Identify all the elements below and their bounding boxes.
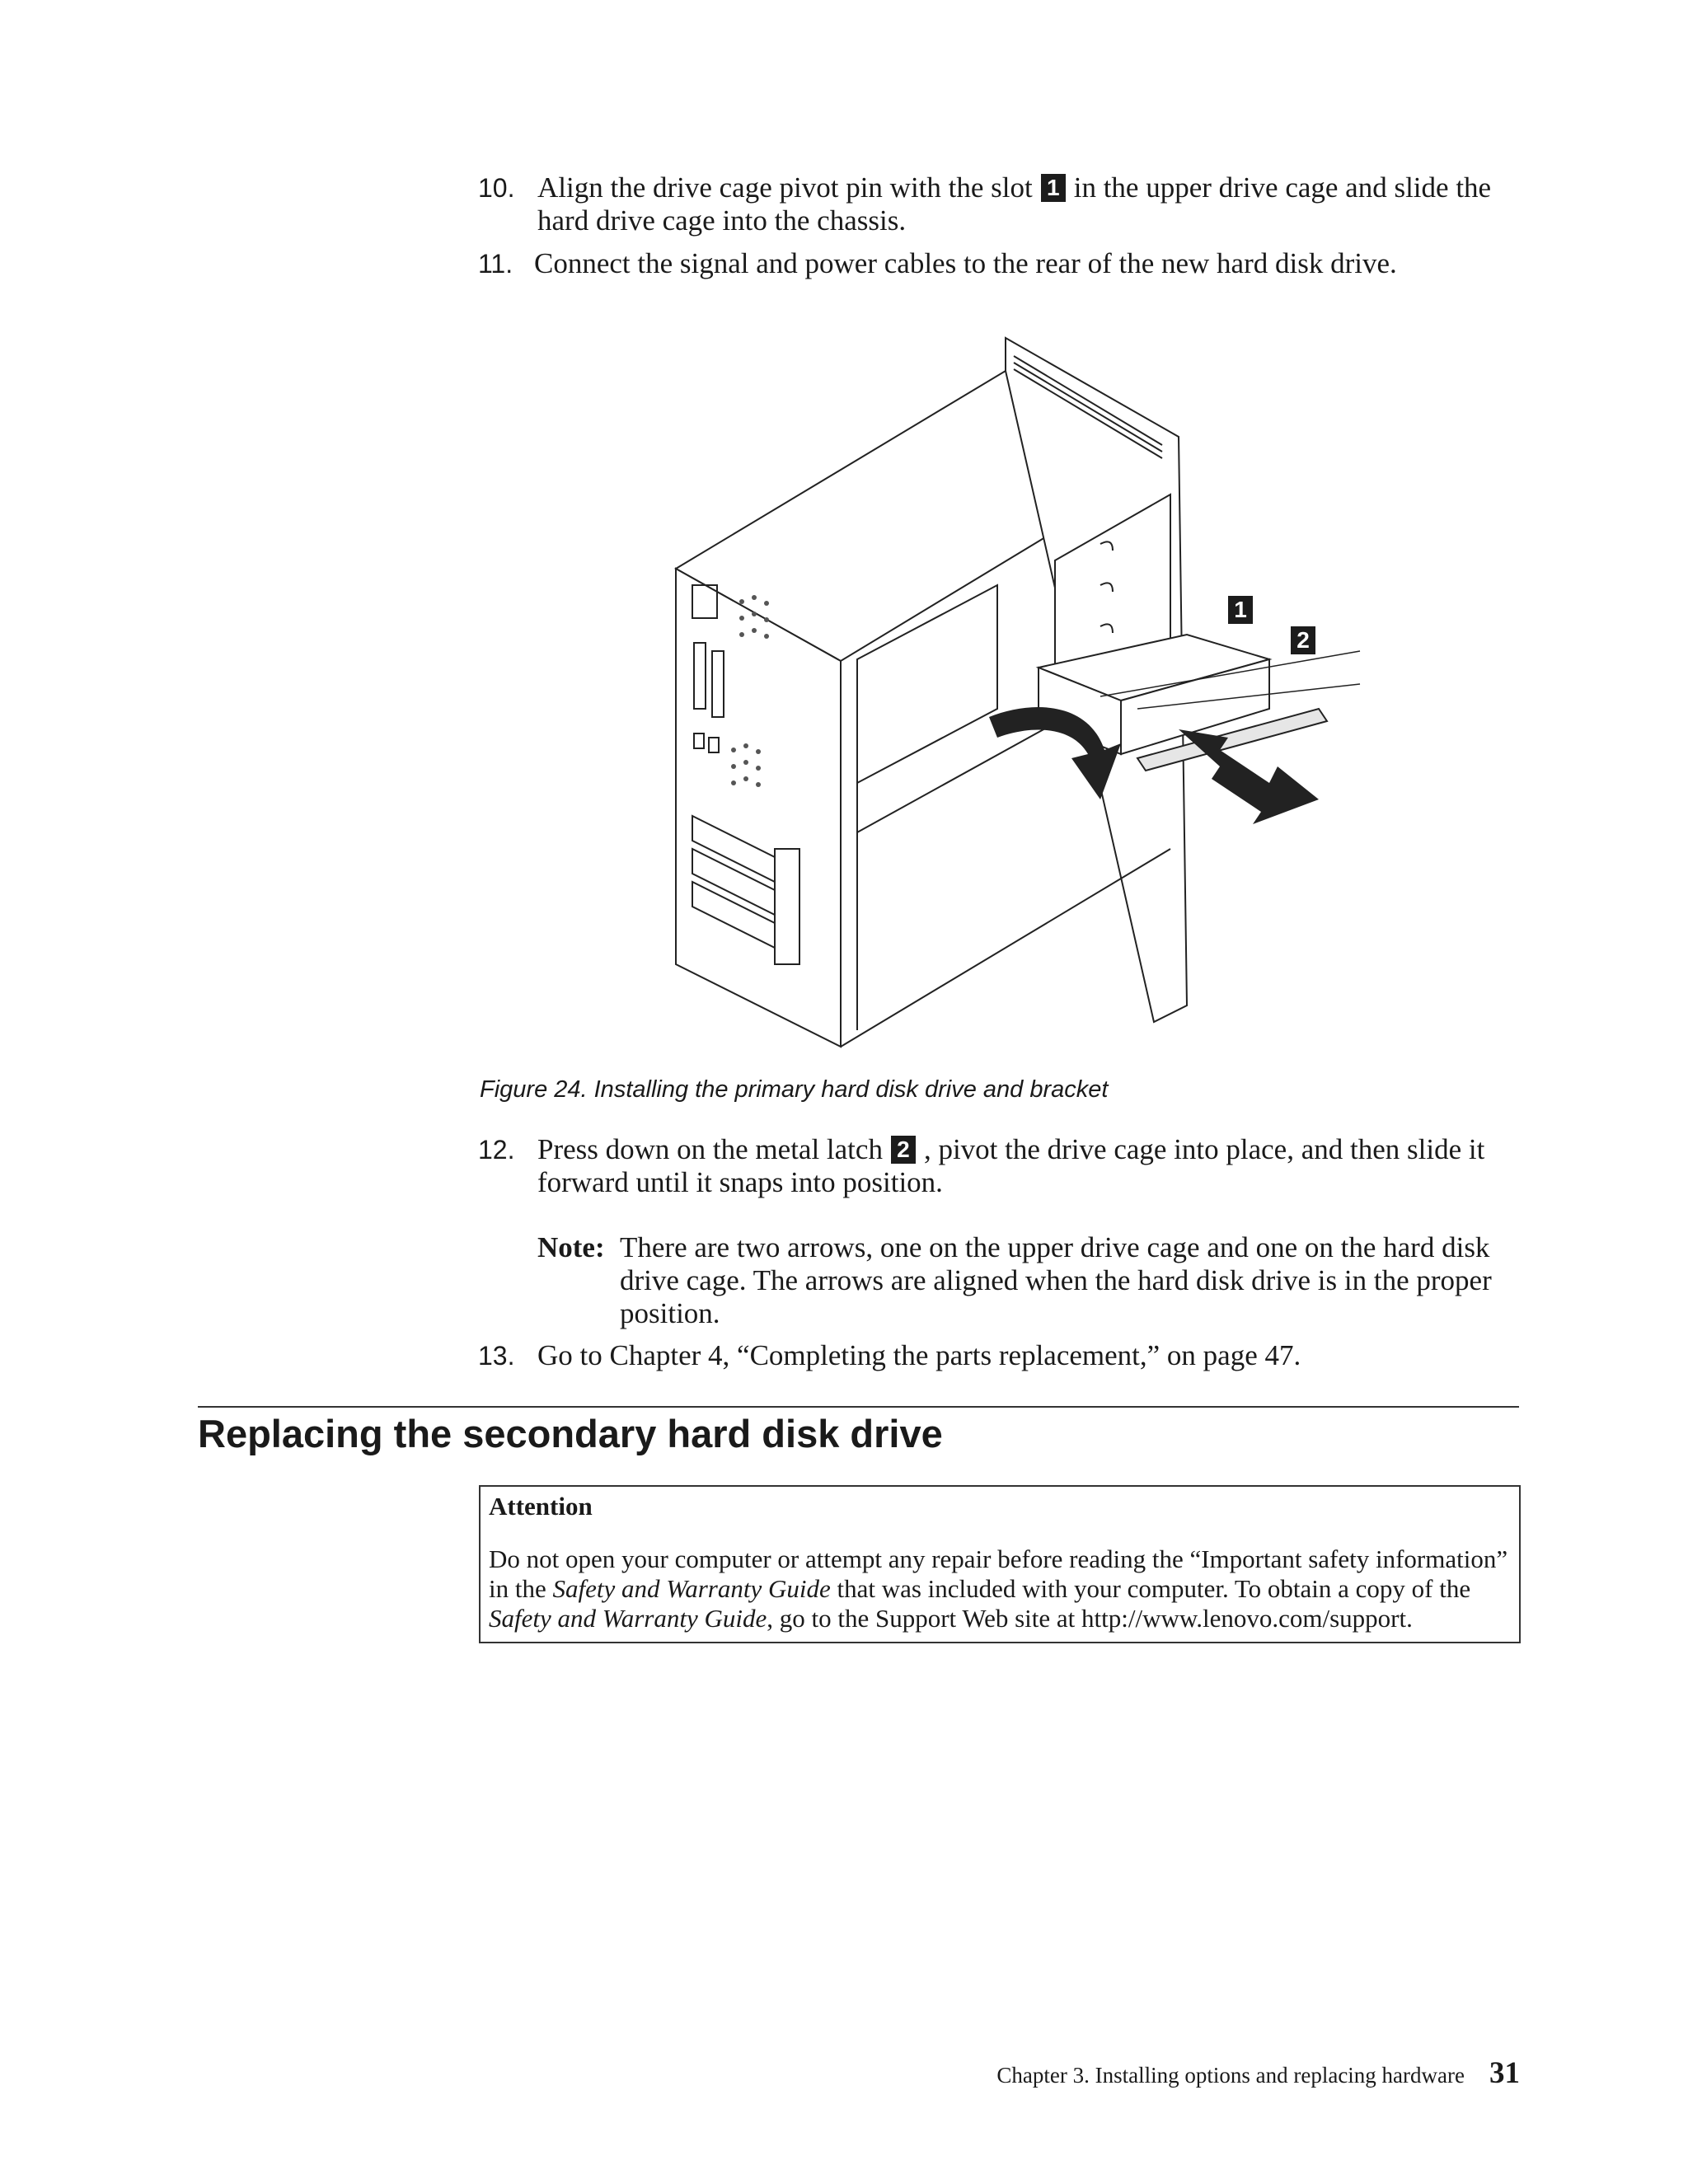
callout-2: 2 — [891, 1136, 916, 1164]
step-number: 10. — [478, 173, 515, 203]
figure-caption: Figure 24. Installing the primary hard disk drive and bracket — [480, 1076, 1109, 1103]
step-number: 11. — [478, 249, 513, 279]
attention-text-part: that was included with your computer. To obtain a copy of the — [830, 1574, 1471, 1603]
attention-text — [489, 1544, 1511, 1633]
step-12 — [478, 1133, 1525, 1199]
attention-text-part: , go to the Support Web site at http://www.lenovo.com/support. — [767, 1604, 1413, 1633]
note-label: Note: — [537, 1231, 605, 1263]
attention-box — [479, 1485, 1521, 1643]
step-text: Connect the signal and power cables to the rear of the new hard disk drive. — [534, 247, 1397, 279]
guide-title: Safety and Warranty Guide — [552, 1574, 831, 1603]
computer-chassis-illustration — [643, 321, 1368, 1063]
figure-callout-1: 1 — [1228, 596, 1253, 624]
step-text: Go to Chapter 4, “Completing the parts replacement,” on page 47. — [537, 1339, 1301, 1371]
callout-1: 1 — [1041, 174, 1066, 202]
step-text: , pivot the drive cage into place, and then slide it forward until it snaps into position. — [537, 1133, 1485, 1198]
step-text: Press down on the metal latch — [537, 1133, 883, 1165]
section-heading: Replacing the secondary hard disk drive — [198, 1412, 943, 1455]
note-text: There are two arrows, one on the upper drive cage and one on the hard disk drive cage. The arrows are aligned when the hard disk drive is in the proper position. — [620, 1231, 1492, 1329]
guide-title: Safety and Warranty Guide — [489, 1604, 767, 1633]
step-number: 12. — [478, 1135, 515, 1165]
step-number: 13. — [478, 1341, 515, 1371]
step-10 — [478, 171, 1525, 237]
attention-text-part: Do not open your computer or attempt any repair before reading the “Important safety information” in the — [489, 1544, 1508, 1603]
step-13 — [478, 1339, 1525, 1372]
note — [537, 1231, 1526, 1330]
section-divider — [198, 1406, 1519, 1408]
page-footer — [996, 2057, 1520, 2092]
step-11 — [478, 247, 1525, 280]
figure-callout-2: 2 — [1291, 626, 1315, 654]
page-number: 31 — [1489, 2056, 1520, 2090]
attention-title: Attention — [489, 1492, 593, 1521]
step-text: Align the drive cage pivot pin with the slot — [537, 171, 1033, 204]
chapter-title: Chapter 3. Installing options and replacing hardware — [996, 2063, 1465, 2088]
step-text: in the upper drive cage and slide the hard drive cage into the chassis. — [537, 171, 1492, 237]
